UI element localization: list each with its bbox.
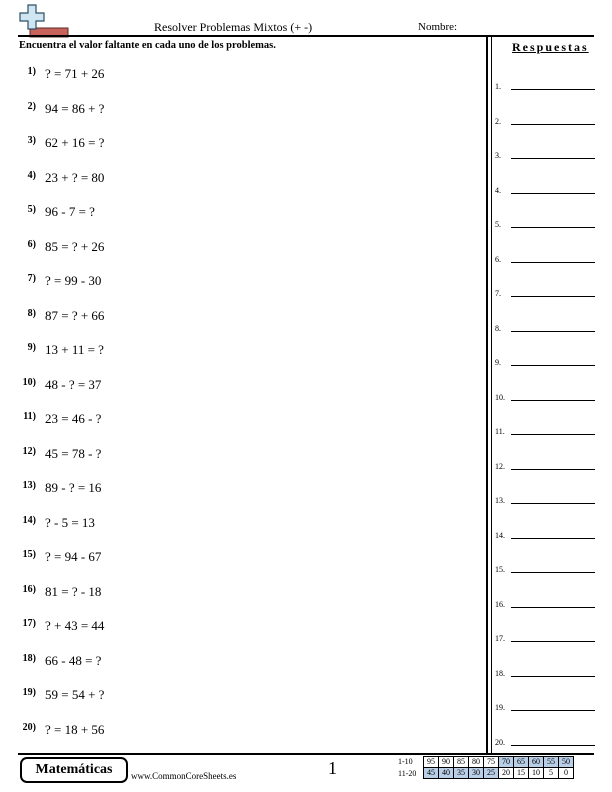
answers-title: Respuestas xyxy=(512,40,589,54)
problem-expression: 23 = 46 - ? xyxy=(45,411,102,426)
score-cell: 35 xyxy=(454,768,469,779)
answer-blank[interactable] xyxy=(495,594,595,608)
score-cell: 0 xyxy=(559,768,574,779)
answer-number: 16. xyxy=(495,599,505,609)
answer-underline xyxy=(511,296,595,297)
problem-expression: ? - 5 = 13 xyxy=(45,514,95,530)
score-row xyxy=(424,757,574,768)
score-cell: 90 xyxy=(439,757,454,768)
problem-number: 11) xyxy=(23,411,36,422)
answer-underline xyxy=(511,538,595,539)
problem-expression: 94 = 86 + ? xyxy=(45,100,105,116)
problem-expression: 81 = ? - 18 xyxy=(45,583,102,599)
score-cell: 75 xyxy=(484,757,499,768)
answer-blank[interactable] xyxy=(495,387,595,401)
score-cell: 5 xyxy=(544,768,559,779)
score-cell: 80 xyxy=(469,757,484,768)
answer-number: 3. xyxy=(495,151,501,160)
answer-blank[interactable] xyxy=(495,145,595,159)
answer-number: 9. xyxy=(495,358,501,367)
answer-number: 2. xyxy=(495,116,501,126)
answer-number: 4. xyxy=(495,185,501,195)
answer-number: 17. xyxy=(495,634,505,643)
problem-expression: 13 + 11 = ? xyxy=(45,342,104,357)
answer-blank[interactable] xyxy=(495,76,595,90)
answer-underline xyxy=(511,158,595,159)
answer-underline xyxy=(511,89,595,90)
problem-expression: 62 + 16 = ? xyxy=(45,135,105,150)
brand-badge: Matemáticas xyxy=(20,757,128,783)
answer-blank[interactable] xyxy=(495,214,595,228)
answer-underline xyxy=(511,469,595,470)
score-cell: 25 xyxy=(484,768,499,779)
answer-blank[interactable] xyxy=(495,352,595,366)
score-cell: 65 xyxy=(514,757,529,768)
problem-expression: 85 = ? + 26 xyxy=(45,238,105,254)
problem-number: 1) xyxy=(27,66,36,77)
name-label: Nombre: xyxy=(418,21,458,33)
answer-blank[interactable] xyxy=(495,421,595,435)
answer-underline xyxy=(511,607,595,608)
page-title: Resolver Problemas Mixtos (+ -) xyxy=(154,20,313,34)
problem-expression: 89 - ? = 16 xyxy=(45,480,102,495)
problem-number: 20) xyxy=(22,721,36,733)
page-number: 1 xyxy=(328,758,337,778)
problem-expression: ? = 99 - 30 xyxy=(45,273,102,288)
answer-underline xyxy=(511,745,595,746)
answer-underline xyxy=(511,365,595,366)
footer-divider xyxy=(18,753,594,755)
problem-expression: 66 - 48 = ? xyxy=(45,652,102,668)
instructions: Encuentra el valor faltante en cada uno de los problemas. xyxy=(19,40,276,51)
problem-expression: 59 = 54 + ? xyxy=(45,687,105,702)
answer-number: 11. xyxy=(495,427,505,436)
plus-minus-logo-icon xyxy=(18,4,70,38)
problem-number: 7) xyxy=(27,273,36,284)
score-cell: 95 xyxy=(424,757,439,768)
problem-number: 12) xyxy=(22,445,36,457)
score-cell: 30 xyxy=(469,768,484,779)
answer-blank[interactable] xyxy=(495,180,595,194)
answer-number: 10. xyxy=(495,392,505,402)
answer-blank[interactable] xyxy=(495,490,595,504)
problem-number: 9) xyxy=(27,342,36,353)
problem-number: 15) xyxy=(22,549,36,560)
score-cell: 20 xyxy=(499,768,514,779)
score-row xyxy=(424,768,574,779)
problem-number: 10) xyxy=(22,376,36,388)
score-cell: 85 xyxy=(454,757,469,768)
problem-expression: 45 = 78 - ? xyxy=(45,445,102,461)
answer-underline xyxy=(511,262,595,263)
score-cell: 60 xyxy=(529,757,544,768)
score-cell: 70 xyxy=(499,757,514,768)
answer-number: 20. xyxy=(495,737,505,747)
answer-blank[interactable] xyxy=(495,249,595,263)
answer-number: 14. xyxy=(495,530,505,540)
answer-underline xyxy=(511,572,595,573)
problem-expression: 87 = ? + 66 xyxy=(45,307,105,323)
problem-number: 17) xyxy=(22,618,36,629)
problem-expression: ? + 43 = 44 xyxy=(45,618,105,633)
answer-blank[interactable] xyxy=(495,318,595,332)
answer-underline xyxy=(511,400,595,401)
answer-underline xyxy=(511,331,595,332)
answer-blank[interactable] xyxy=(495,559,595,573)
score-table xyxy=(423,756,574,779)
answer-blank[interactable] xyxy=(495,697,595,711)
problem-expression: 96 - 7 = ? xyxy=(45,204,95,219)
answer-number: 18. xyxy=(495,668,505,678)
column-divider xyxy=(486,35,488,753)
answer-number: 15. xyxy=(495,565,505,574)
answer-number: 6. xyxy=(495,254,501,264)
column-divider-inner xyxy=(491,35,492,753)
problem-expression: ? = 18 + 56 xyxy=(45,721,105,737)
score-cell: 10 xyxy=(529,768,544,779)
problem-number: 13) xyxy=(22,480,36,491)
answer-blank[interactable] xyxy=(495,732,595,746)
answer-number: 12. xyxy=(495,461,505,471)
answer-underline xyxy=(511,503,595,504)
score-cell: 15 xyxy=(514,768,529,779)
answer-blank[interactable] xyxy=(495,525,595,539)
answer-number: 13. xyxy=(495,496,505,505)
problem-number: 8) xyxy=(27,307,36,319)
answer-underline xyxy=(511,641,595,642)
answer-number: 7. xyxy=(495,289,501,298)
score-cell: 40 xyxy=(439,768,454,779)
score-cell: 50 xyxy=(559,757,574,768)
answer-blank[interactable] xyxy=(495,628,595,642)
problem-number: 5) xyxy=(27,204,36,215)
problem-number: 3) xyxy=(27,135,36,146)
answer-blank[interactable] xyxy=(495,663,595,677)
header-divider xyxy=(18,35,594,37)
score-row-label: 1-10 xyxy=(398,757,413,766)
answer-underline xyxy=(511,227,595,228)
problem-expression: ? = 94 - 67 xyxy=(45,549,102,564)
problem-expression: 48 - ? = 37 xyxy=(45,376,102,392)
answer-number: 19. xyxy=(495,703,505,712)
problem-number: 14) xyxy=(22,514,36,526)
problem-number: 19) xyxy=(22,687,36,698)
answer-blank[interactable] xyxy=(495,456,595,470)
problem-expression: 23 + ? = 80 xyxy=(45,169,105,185)
score-cell: 55 xyxy=(544,757,559,768)
problem-number: 16) xyxy=(22,583,36,595)
problem-number: 2) xyxy=(27,100,36,112)
answer-underline xyxy=(511,434,595,435)
answer-blank[interactable] xyxy=(495,111,595,125)
answer-number: 1. xyxy=(495,82,501,91)
answer-blank[interactable] xyxy=(495,283,595,297)
answer-number: 5. xyxy=(495,220,501,229)
answer-underline xyxy=(511,710,595,711)
answer-underline xyxy=(511,193,595,194)
answer-underline xyxy=(511,676,595,677)
problem-number: 6) xyxy=(27,238,36,250)
answer-number: 8. xyxy=(495,323,501,333)
problem-number: 18) xyxy=(22,652,36,664)
score-row-label: 11-20 xyxy=(398,769,417,778)
problem-expression: ? = 71 + 26 xyxy=(45,66,105,81)
score-cell: 45 xyxy=(424,768,439,779)
site-url: www.CommonCoreSheets.es xyxy=(131,771,237,781)
answer-underline xyxy=(511,124,595,125)
problem-number: 4) xyxy=(27,169,36,181)
